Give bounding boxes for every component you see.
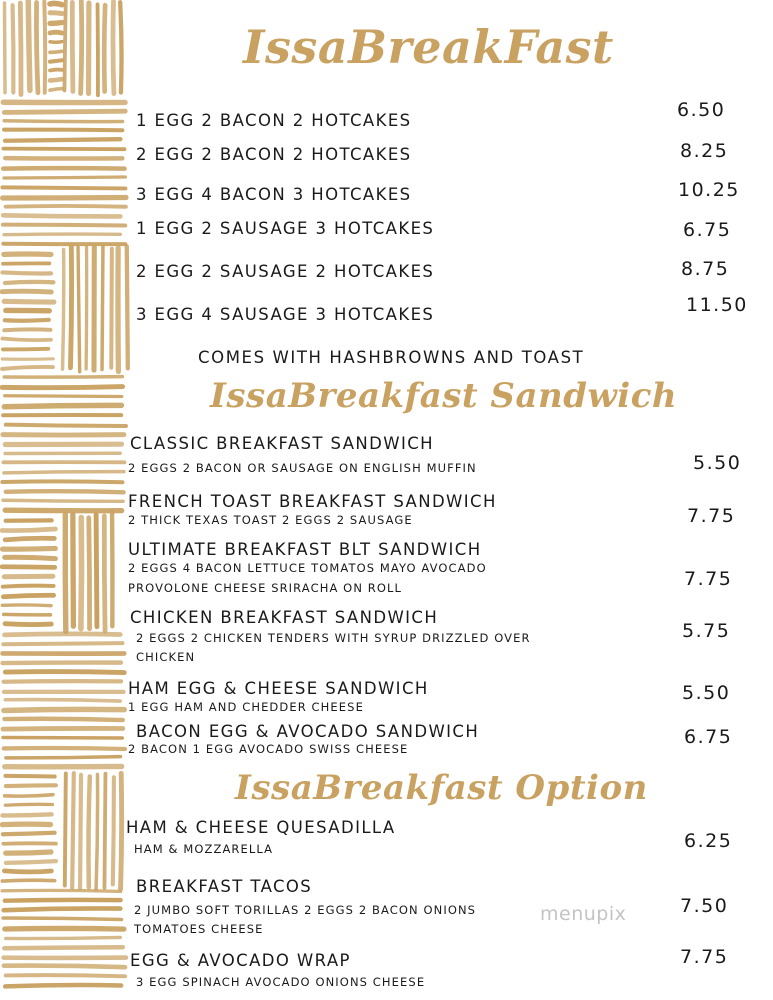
brush-stroke: [81, 517, 82, 628]
sandwich-description: 2 BACON 1 EGG AVOCADO SWISS CHEESE: [128, 742, 409, 756]
brush-stroke: [2, 481, 122, 482]
brush-stroke: [121, 773, 122, 889]
brush-stroke: [65, 515, 66, 632]
option-price: 6.25: [684, 830, 733, 852]
brush-stroke: [4, 947, 122, 948]
brush-stroke: [5, 538, 54, 540]
sandwich-name: CLASSIC BREAKFAST SANDWICH: [130, 434, 434, 453]
brush-stroke: [2, 529, 55, 531]
brush-stroke: [73, 515, 74, 626]
brush-stroke: [2, 339, 51, 341]
brush-stroke: [72, 2, 73, 91]
brush-stroke: [50, 3, 62, 4]
brush-stroke: [3, 349, 48, 350]
brush-stroke: [63, 250, 64, 370]
gold-brush-stripe-decoration: [0, 0, 130, 1000]
brush-stroke: [3, 643, 122, 644]
combo-item-price: 10.25: [678, 179, 740, 201]
brush-stroke: [5, 776, 54, 777]
brush-stroke: [113, 777, 114, 884]
combo-item-name: 3 EGG 4 BACON 3 HOTCAKES: [136, 185, 412, 204]
brush-stroke: [81, 0, 82, 93]
sandwich-price: 7.75: [684, 568, 733, 590]
sandwich-description: 1 EGG HAM AND CHEDDER CHEESE: [128, 700, 364, 714]
sandwich-description: 2 EGGS 2 BACON OR SAUSAGE ON ENGLISH MUFFIN: [128, 461, 477, 475]
brush-stroke: [50, 51, 62, 52]
combo-note: COMES WITH HASHBROWNS AND TOAST: [198, 348, 585, 367]
brush-stroke: [2, 367, 53, 369]
brush-stroke: [3, 918, 121, 920]
brush-stroke: [2, 272, 51, 273]
brush-stroke: [111, 249, 112, 368]
combo-item-name: 3 EGG 4 SAUSAGE 3 HOTCAKES: [136, 305, 435, 324]
brush-stroke: [96, 515, 97, 627]
brush-stroke: [2, 880, 54, 881]
brush-stroke: [3, 548, 56, 549]
option-description: 2 JUMBO SOFT TORILLAS 2 EGGS 2 BACON ONIONS: [134, 903, 477, 917]
combo-item-price: 6.75: [683, 219, 732, 241]
option-price: 7.50: [680, 895, 729, 917]
brush-stroke: [4, 301, 54, 302]
brush-stroke: [3, 663, 121, 664]
sandwich-description: 2 THICK TEXAS TOAST 2 EGGS 2 SAUSAGE: [128, 513, 413, 527]
brush-stroke: [104, 516, 105, 631]
brush-stroke: [5, 700, 120, 702]
option-name: BREAKFAST TACOS: [136, 877, 313, 896]
sandwich-section-heading: IssaBreakfast Sandwich: [210, 376, 678, 416]
brush-stroke: [4, 111, 125, 112]
brush-stroke: [2, 814, 51, 815]
brush-stroke: [4, 681, 121, 682]
brush-stroke: [5, 396, 122, 397]
combo-item-price: 6.50: [677, 99, 726, 121]
brush-stroke: [4, 472, 124, 473]
brush-stroke: [13, 5, 14, 92]
brush-stroke: [4, 405, 121, 406]
brush-stroke: [50, 70, 62, 71]
brush-stroke: [2, 605, 51, 606]
brush-stroke: [5, 510, 122, 511]
watermark: menupix: [540, 903, 627, 925]
brush-stroke: [5, 634, 121, 635]
brush-stroke: [6, 425, 126, 426]
brush-stroke: [64, 0, 65, 90]
brush-stroke: [4, 329, 50, 330]
brush-stroke: [89, 518, 90, 629]
brush-stroke: [4, 130, 122, 131]
sandwich-price: 7.75: [687, 505, 736, 527]
combo-item-name: 1 EGG 2 SAUSAGE 3 HOTCAKES: [136, 219, 435, 238]
brush-stroke: [5, 320, 49, 321]
brush-stroke: [65, 773, 66, 885]
brush-stroke: [4, 871, 51, 872]
brush-stroke: [5, 282, 53, 283]
option-description: TOMATOES CHEESE: [134, 922, 264, 936]
brush-stroke: [104, 5, 105, 91]
option-name: EGG & AVOCADO WRAP: [130, 951, 351, 970]
option-name: HAM & CHEESE QUESADILLA: [126, 818, 396, 837]
brush-stroke: [4, 709, 124, 710]
combo-item-price: 8.75: [681, 258, 730, 280]
brush-stroke: [50, 60, 62, 61]
brush-stroke: [80, 775, 81, 889]
brush-stroke: [3, 215, 120, 216]
brush-stroke: [78, 247, 80, 372]
sandwich-price: 5.75: [682, 620, 731, 642]
option-description: HAM & MOZZARELLA: [134, 842, 274, 856]
brush-stroke: [5, 900, 121, 901]
brush-stroke: [50, 13, 62, 14]
combo-item-name: 2 EGG 2 SAUSAGE 2 HOTCAKES: [136, 262, 435, 281]
brush-stroke: [127, 246, 128, 368]
brush-stroke: [102, 247, 103, 370]
brush-stroke: [5, 804, 52, 805]
combo-item-price: 8.25: [680, 140, 729, 162]
brush-stroke: [6, 785, 56, 786]
brush-stroke: [6, 757, 121, 758]
brush-stroke: [6, 206, 126, 207]
brush-stroke: [5, 985, 121, 986]
brush-stroke: [3, 168, 124, 169]
brush-stroke: [50, 32, 62, 33]
brush-stroke: [104, 774, 105, 888]
brush-stroke: [3, 149, 124, 150]
brush-stroke: [5, 557, 56, 558]
sandwich-name: HAM EGG & CHEESE SANDWICH: [128, 679, 429, 698]
brush-stroke: [4, 614, 51, 615]
brush-stroke: [3, 595, 53, 596]
menu-title: IssaBreakFast: [243, 20, 614, 74]
sandwich-description: 2 EGGS 2 CHICKEN TENDERS WITH SYRUP DRIZZLED OVER: [136, 631, 531, 645]
brush-stroke: [36, 3, 38, 93]
brush-stroke: [4, 719, 122, 720]
brush-stroke: [4, 3, 5, 93]
option-description: 3 EGG SPINACH AVOCADO ONIONS CHEESE: [136, 975, 426, 989]
brush-stroke: [50, 79, 62, 80]
brush-stroke: [2, 567, 55, 568]
brush-stroke: [5, 672, 124, 673]
brush-stroke: [4, 966, 125, 968]
brush-stroke: [5, 624, 51, 625]
brush-stroke: [2, 291, 51, 292]
sandwich-name: BACON EGG & AVOCADO SANDWICH: [136, 722, 480, 741]
brush-stroke: [6, 975, 125, 976]
sandwich-price: 6.75: [684, 726, 733, 748]
brush-stroke: [2, 824, 50, 825]
sandwich-price: 5.50: [693, 452, 742, 474]
combo-item-name: 2 EGG 2 BACON 2 HOTCAKES: [136, 145, 412, 164]
brush-stroke: [88, 776, 89, 887]
sandwich-description: 2 EGGS 4 BACON LETTUCE TOMATOS MAYO AVOCADO: [128, 561, 487, 575]
brush-stroke: [20, 3, 21, 95]
option-section-heading: IssaBreakfast Option: [235, 768, 648, 808]
brush-stroke: [50, 42, 62, 43]
combo-item-price: 11.50: [686, 294, 748, 316]
sandwich-name: CHICKEN BREAKFAST SANDWICH: [130, 608, 439, 627]
brush-stroke: [2, 387, 122, 388]
brush-stroke: [86, 247, 87, 369]
sandwich-description: PROVOLONE CHEESE SRIRACHA ON ROLL: [128, 581, 403, 595]
brush-stroke: [6, 861, 56, 863]
brush-stroke: [2, 187, 125, 188]
brush-stroke: [3, 833, 55, 834]
brush-stroke: [4, 177, 125, 178]
brush-stroke: [96, 774, 98, 889]
brush-stroke: [4, 908, 121, 910]
brush-stroke: [70, 247, 71, 368]
sandwich-description: CHICKEN: [136, 650, 196, 664]
brush-stroke: [3, 500, 123, 501]
sandwich-name: FRENCH TOAST BREAKFAST SANDWICH: [128, 492, 497, 511]
combo-item-name: 1 EGG 2 BACON 2 HOTCAKES: [136, 111, 412, 130]
brush-stroke: [3, 586, 54, 587]
brush-stroke: [4, 748, 125, 749]
brush-stroke: [6, 852, 51, 853]
brush-stroke: [2, 890, 121, 891]
brush-stroke: [4, 121, 122, 122]
brush-stroke: [113, 1, 114, 93]
brush-stroke: [4, 234, 120, 235]
brush-stroke: [5, 928, 124, 929]
option-price: 7.75: [680, 946, 729, 968]
brush-stroke: [6, 491, 124, 492]
sandwich-price: 5.50: [682, 682, 731, 704]
sandwich-name: ULTIMATE BREAKFAST BLT SANDWICH: [128, 540, 482, 559]
brush-stroke: [5, 795, 53, 796]
brush-stroke: [28, 0, 30, 90]
brush-stroke: [44, 1, 45, 92]
brush-stroke: [5, 139, 120, 141]
brush-stroke: [72, 773, 74, 888]
brush-stroke: [6, 937, 121, 938]
brush-stroke: [120, 2, 121, 92]
brush-stroke: [50, 22, 62, 23]
brush-stroke: [3, 225, 125, 226]
brush-stroke: [50, 89, 62, 91]
brush-stroke: [3, 728, 123, 729]
